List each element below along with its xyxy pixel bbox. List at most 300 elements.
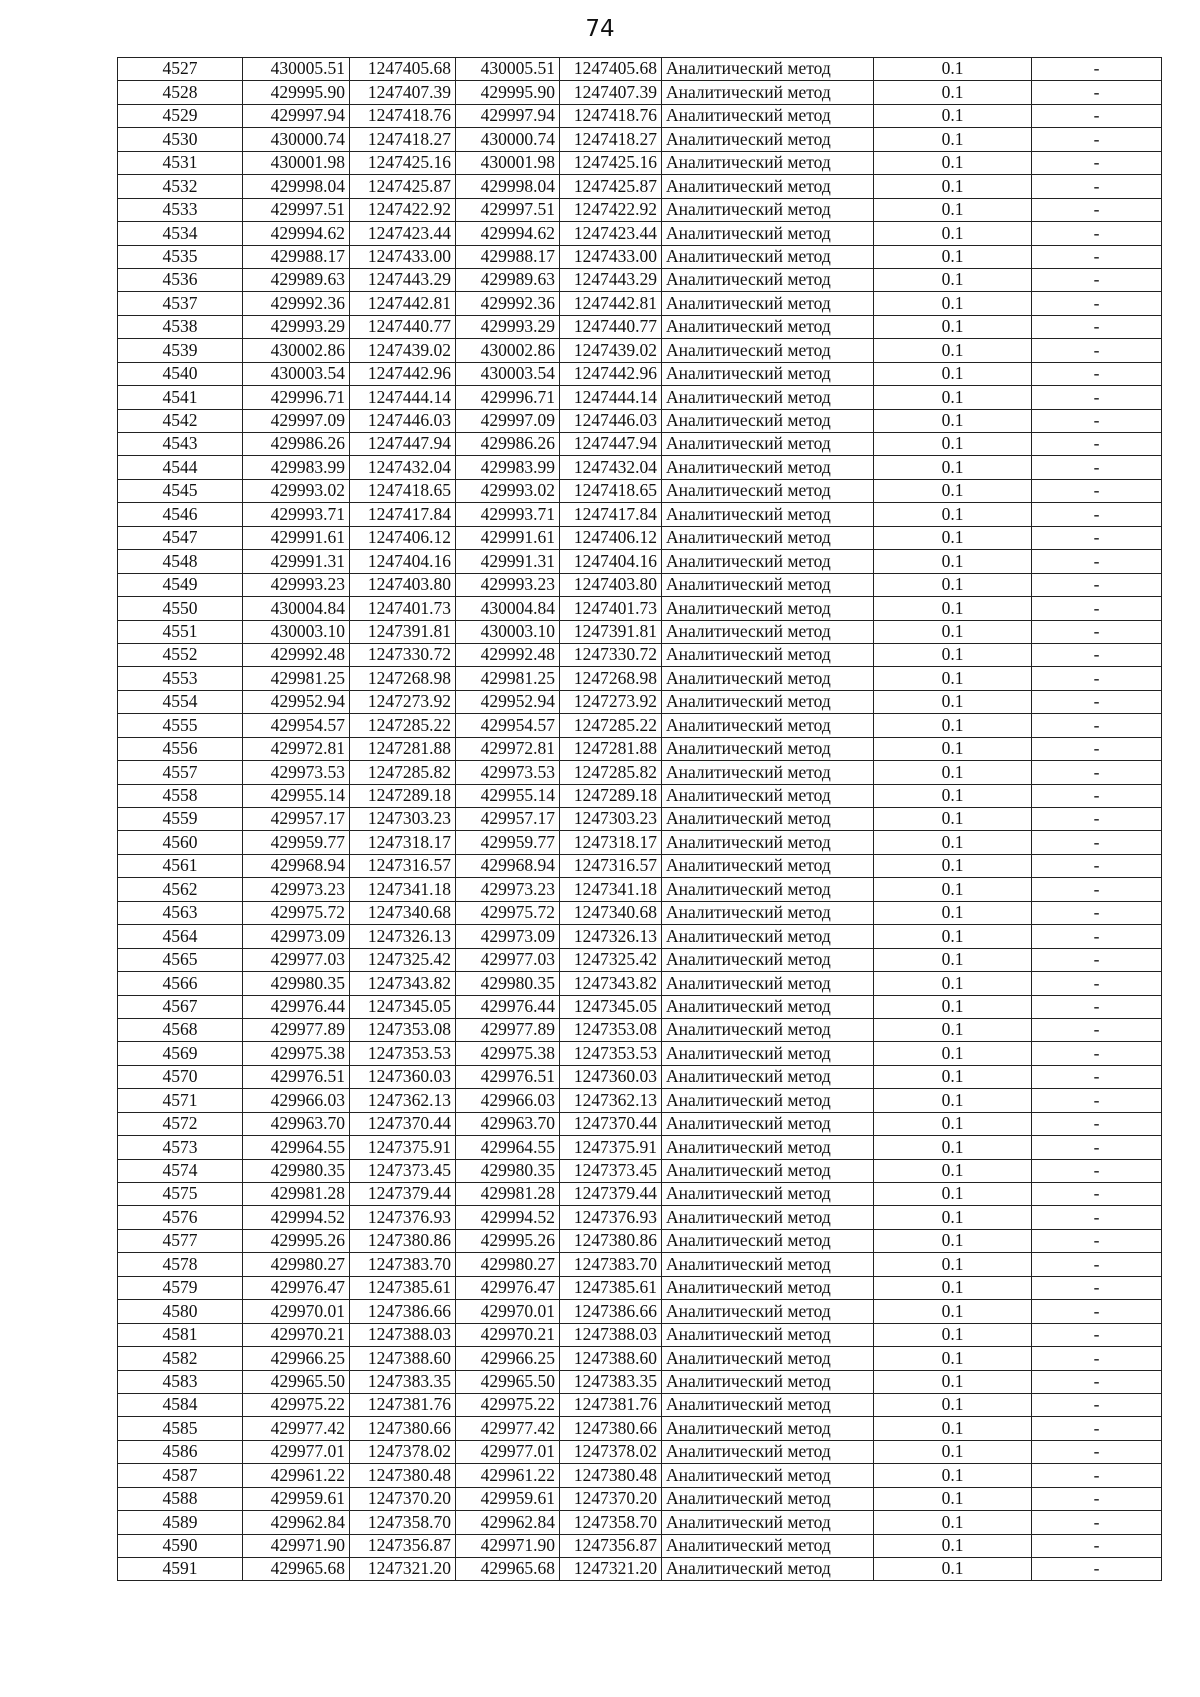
method-cell: Аналитический метод <box>662 667 874 690</box>
y-old-cell: 1247330.72 <box>350 643 456 666</box>
y-old-cell: 1247316.57 <box>350 854 456 877</box>
y-old-cell: 1247386.66 <box>350 1300 456 1323</box>
method-cell: Аналитический метод <box>662 714 874 737</box>
table-row <box>118 1417 1162 1440</box>
accuracy-cell: 0.1 <box>874 690 1032 713</box>
method-cell: Аналитический метод <box>662 1417 874 1440</box>
note-cell: - <box>1032 433 1162 456</box>
accuracy-cell: 0.1 <box>874 1183 1032 1206</box>
note-cell: - <box>1032 1393 1162 1416</box>
y-new-cell: 1247443.29 <box>560 268 662 291</box>
accuracy-cell: 0.1 <box>874 339 1032 362</box>
point-number-cell: 4570 <box>118 1065 243 1088</box>
table-row <box>118 1042 1162 1065</box>
x-new-cell: 429988.17 <box>456 245 560 268</box>
method-cell: Аналитический метод <box>662 479 874 502</box>
note-cell: - <box>1032 1417 1162 1440</box>
x-new-cell: 429980.27 <box>456 1253 560 1276</box>
point-number-cell: 4574 <box>118 1159 243 1182</box>
y-old-cell: 1247418.27 <box>350 128 456 151</box>
y-old-cell: 1247360.03 <box>350 1065 456 1088</box>
y-old-cell: 1247403.80 <box>350 573 456 596</box>
accuracy-cell: 0.1 <box>874 1018 1032 1041</box>
y-new-cell: 1247318.17 <box>560 831 662 854</box>
note-cell: - <box>1032 503 1162 526</box>
table-row <box>118 550 1162 573</box>
point-number-cell: 4573 <box>118 1136 243 1159</box>
method-cell: Аналитический метод <box>662 1065 874 1088</box>
method-cell: Аналитический метод <box>662 315 874 338</box>
x-new-cell: 429970.21 <box>456 1323 560 1346</box>
method-cell: Аналитический метод <box>662 1229 874 1252</box>
table-row <box>118 479 1162 502</box>
point-number-cell: 4560 <box>118 831 243 854</box>
x-new-cell: 429965.50 <box>456 1370 560 1393</box>
note-cell: - <box>1032 222 1162 245</box>
point-number-cell: 4580 <box>118 1300 243 1323</box>
x-new-cell: 429997.94 <box>456 104 560 127</box>
method-cell: Аналитический метод <box>662 1136 874 1159</box>
accuracy-cell: 0.1 <box>874 386 1032 409</box>
y-old-cell: 1247370.44 <box>350 1112 456 1135</box>
y-old-cell: 1247353.53 <box>350 1042 456 1065</box>
y-new-cell: 1247303.23 <box>560 808 662 831</box>
method-cell: Аналитический метод <box>662 245 874 268</box>
x-old-cell: 429977.42 <box>243 1417 350 1440</box>
point-number-cell: 4534 <box>118 222 243 245</box>
y-new-cell: 1247380.86 <box>560 1229 662 1252</box>
y-new-cell: 1247447.94 <box>560 433 662 456</box>
table-row <box>118 1065 1162 1088</box>
x-old-cell: 429993.71 <box>243 503 350 526</box>
note-cell: - <box>1032 784 1162 807</box>
x-old-cell: 429955.14 <box>243 784 350 807</box>
method-cell: Аналитический метод <box>662 292 874 315</box>
y-old-cell: 1247343.82 <box>350 972 456 995</box>
note-cell: - <box>1032 386 1162 409</box>
note-cell: - <box>1032 1487 1162 1510</box>
note-cell: - <box>1032 550 1162 573</box>
point-number-cell: 4544 <box>118 456 243 479</box>
y-new-cell: 1247380.66 <box>560 1417 662 1440</box>
note-cell: - <box>1032 643 1162 666</box>
x-new-cell: 430005.51 <box>456 58 560 81</box>
x-new-cell: 429954.57 <box>456 714 560 737</box>
accuracy-cell: 0.1 <box>874 573 1032 596</box>
x-old-cell: 429989.63 <box>243 268 350 291</box>
y-old-cell: 1247380.66 <box>350 1417 456 1440</box>
y-old-cell: 1247388.60 <box>350 1347 456 1370</box>
accuracy-cell: 0.1 <box>874 526 1032 549</box>
accuracy-cell: 0.1 <box>874 1323 1032 1346</box>
x-new-cell: 429995.90 <box>456 81 560 104</box>
x-old-cell: 429996.71 <box>243 386 350 409</box>
table-row <box>118 151 1162 174</box>
y-new-cell: 1247417.84 <box>560 503 662 526</box>
x-new-cell: 429977.01 <box>456 1440 560 1463</box>
y-new-cell: 1247418.65 <box>560 479 662 502</box>
x-old-cell: 429973.09 <box>243 925 350 948</box>
point-number-cell: 4577 <box>118 1229 243 1252</box>
point-number-cell: 4564 <box>118 925 243 948</box>
table-row <box>118 104 1162 127</box>
x-new-cell: 429983.99 <box>456 456 560 479</box>
x-new-cell: 429955.14 <box>456 784 560 807</box>
method-cell: Аналитический метод <box>662 620 874 643</box>
note-cell: - <box>1032 995 1162 1018</box>
accuracy-cell: 0.1 <box>874 292 1032 315</box>
point-number-cell: 4545 <box>118 479 243 502</box>
x-old-cell: 429977.89 <box>243 1018 350 1041</box>
y-new-cell: 1247439.02 <box>560 339 662 362</box>
accuracy-cell: 0.1 <box>874 808 1032 831</box>
accuracy-cell: 0.1 <box>874 58 1032 81</box>
accuracy-cell: 0.1 <box>874 362 1032 385</box>
x-new-cell: 429996.71 <box>456 386 560 409</box>
x-new-cell: 429997.09 <box>456 409 560 432</box>
note-cell: - <box>1032 1018 1162 1041</box>
y-old-cell: 1247380.48 <box>350 1464 456 1487</box>
x-old-cell: 429975.22 <box>243 1393 350 1416</box>
note-cell: - <box>1032 573 1162 596</box>
method-cell: Аналитический метод <box>662 503 874 526</box>
y-old-cell: 1247345.05 <box>350 995 456 1018</box>
method-cell: Аналитический метод <box>662 433 874 456</box>
point-number-cell: 4585 <box>118 1417 243 1440</box>
y-old-cell: 1247285.22 <box>350 714 456 737</box>
note-cell: - <box>1032 1065 1162 1088</box>
method-cell: Аналитический метод <box>662 784 874 807</box>
note-cell: - <box>1032 1534 1162 1557</box>
table-row <box>118 526 1162 549</box>
point-number-cell: 4542 <box>118 409 243 432</box>
table-row <box>118 1323 1162 1346</box>
note-cell: - <box>1032 245 1162 268</box>
accuracy-cell: 0.1 <box>874 315 1032 338</box>
method-cell: Аналитический метод <box>662 1558 874 1581</box>
y-old-cell: 1247379.44 <box>350 1183 456 1206</box>
point-number-cell: 4528 <box>118 81 243 104</box>
point-number-cell: 4581 <box>118 1323 243 1346</box>
y-new-cell: 1247442.96 <box>560 362 662 385</box>
x-old-cell: 429981.25 <box>243 667 350 690</box>
note-cell: - <box>1032 854 1162 877</box>
table-row <box>118 1183 1162 1206</box>
x-old-cell: 429964.55 <box>243 1136 350 1159</box>
point-number-cell: 4571 <box>118 1089 243 1112</box>
y-new-cell: 1247403.80 <box>560 573 662 596</box>
point-number-cell: 4537 <box>118 292 243 315</box>
note-cell: - <box>1032 1206 1162 1229</box>
x-new-cell: 429961.22 <box>456 1464 560 1487</box>
method-cell: Аналитический метод <box>662 1300 874 1323</box>
x-new-cell: 429959.61 <box>456 1487 560 1510</box>
accuracy-cell: 0.1 <box>874 1347 1032 1370</box>
y-new-cell: 1247407.39 <box>560 81 662 104</box>
point-number-cell: 4562 <box>118 878 243 901</box>
point-number-cell: 4546 <box>118 503 243 526</box>
table-row <box>118 854 1162 877</box>
point-number-cell: 4547 <box>118 526 243 549</box>
x-new-cell: 429975.72 <box>456 901 560 924</box>
note-cell: - <box>1032 315 1162 338</box>
note-cell: - <box>1032 597 1162 620</box>
y-old-cell: 1247391.81 <box>350 620 456 643</box>
y-new-cell: 1247388.60 <box>560 1347 662 1370</box>
method-cell: Аналитический метод <box>662 1089 874 1112</box>
table-row <box>118 362 1162 385</box>
y-new-cell: 1247285.82 <box>560 761 662 784</box>
method-cell: Аналитический метод <box>662 1534 874 1557</box>
x-old-cell: 429980.35 <box>243 972 350 995</box>
y-old-cell: 1247422.92 <box>350 198 456 221</box>
y-old-cell: 1247418.65 <box>350 479 456 502</box>
x-new-cell: 429976.44 <box>456 995 560 1018</box>
x-new-cell: 429963.70 <box>456 1112 560 1135</box>
table-row <box>118 643 1162 666</box>
x-new-cell: 429989.63 <box>456 268 560 291</box>
accuracy-cell: 0.1 <box>874 643 1032 666</box>
x-old-cell: 429959.61 <box>243 1487 350 1510</box>
point-number-cell: 4533 <box>118 198 243 221</box>
point-number-cell: 4566 <box>118 972 243 995</box>
y-old-cell: 1247423.44 <box>350 222 456 245</box>
x-old-cell: 429968.94 <box>243 854 350 877</box>
note-cell: - <box>1032 714 1162 737</box>
table-row <box>118 339 1162 362</box>
note-cell: - <box>1032 526 1162 549</box>
method-cell: Аналитический метод <box>662 878 874 901</box>
method-cell: Аналитический метод <box>662 854 874 877</box>
note-cell: - <box>1032 761 1162 784</box>
method-cell: Аналитический метод <box>662 1112 874 1135</box>
x-old-cell: 429993.29 <box>243 315 350 338</box>
note-cell: - <box>1032 1511 1162 1534</box>
table-row <box>118 1300 1162 1323</box>
note-cell: - <box>1032 690 1162 713</box>
y-new-cell: 1247391.81 <box>560 620 662 643</box>
method-cell: Аналитический метод <box>662 175 874 198</box>
note-cell: - <box>1032 1183 1162 1206</box>
x-new-cell: 429957.17 <box>456 808 560 831</box>
y-new-cell: 1247442.81 <box>560 292 662 315</box>
x-new-cell: 429981.25 <box>456 667 560 690</box>
point-number-cell: 4586 <box>118 1440 243 1463</box>
x-old-cell: 429975.72 <box>243 901 350 924</box>
accuracy-cell: 0.1 <box>874 948 1032 971</box>
point-number-cell: 4591 <box>118 1558 243 1581</box>
method-cell: Аналитический метод <box>662 737 874 760</box>
method-cell: Аналитический метод <box>662 1511 874 1534</box>
point-number-cell: 4578 <box>118 1253 243 1276</box>
x-new-cell: 430003.54 <box>456 362 560 385</box>
method-cell: Аналитический метод <box>662 339 874 362</box>
point-number-cell: 4559 <box>118 808 243 831</box>
accuracy-cell: 0.1 <box>874 104 1032 127</box>
x-new-cell: 429966.03 <box>456 1089 560 1112</box>
table-row <box>118 925 1162 948</box>
x-new-cell: 429981.28 <box>456 1183 560 1206</box>
y-old-cell: 1247356.87 <box>350 1534 456 1557</box>
accuracy-cell: 0.1 <box>874 151 1032 174</box>
accuracy-cell: 0.1 <box>874 1276 1032 1299</box>
table-row <box>118 808 1162 831</box>
method-cell: Аналитический метод <box>662 1487 874 1510</box>
point-number-cell: 4529 <box>118 104 243 127</box>
x-old-cell: 429980.27 <box>243 1253 350 1276</box>
x-old-cell: 429980.35 <box>243 1159 350 1182</box>
x-old-cell: 429994.52 <box>243 1206 350 1229</box>
table-row <box>118 1487 1162 1510</box>
x-new-cell: 429994.62 <box>456 222 560 245</box>
x-new-cell: 430001.98 <box>456 151 560 174</box>
y-new-cell: 1247425.87 <box>560 175 662 198</box>
method-cell: Аналитический метод <box>662 268 874 291</box>
point-number-cell: 4572 <box>118 1112 243 1135</box>
table-row <box>118 1464 1162 1487</box>
method-cell: Аналитический метод <box>662 1276 874 1299</box>
note-cell: - <box>1032 58 1162 81</box>
note-cell: - <box>1032 362 1162 385</box>
y-old-cell: 1247432.04 <box>350 456 456 479</box>
method-cell: Аналитический метод <box>662 972 874 995</box>
y-new-cell: 1247440.77 <box>560 315 662 338</box>
table-row <box>118 1206 1162 1229</box>
y-old-cell: 1247383.70 <box>350 1253 456 1276</box>
accuracy-cell: 0.1 <box>874 128 1032 151</box>
table-row <box>118 1253 1162 1276</box>
y-new-cell: 1247385.61 <box>560 1276 662 1299</box>
x-new-cell: 429994.52 <box>456 1206 560 1229</box>
y-new-cell: 1247401.73 <box>560 597 662 620</box>
point-number-cell: 4531 <box>118 151 243 174</box>
x-old-cell: 429988.17 <box>243 245 350 268</box>
note-cell: - <box>1032 1136 1162 1159</box>
x-old-cell: 429986.26 <box>243 433 350 456</box>
point-number-cell: 4536 <box>118 268 243 291</box>
note-cell: - <box>1032 128 1162 151</box>
x-new-cell: 429995.26 <box>456 1229 560 1252</box>
y-old-cell: 1247380.86 <box>350 1229 456 1252</box>
table-row <box>118 503 1162 526</box>
point-number-cell: 4540 <box>118 362 243 385</box>
accuracy-cell: 0.1 <box>874 1042 1032 1065</box>
y-old-cell: 1247385.61 <box>350 1276 456 1299</box>
table-row <box>118 667 1162 690</box>
accuracy-cell: 0.1 <box>874 1112 1032 1135</box>
x-old-cell: 429970.01 <box>243 1300 350 1323</box>
note-cell: - <box>1032 1300 1162 1323</box>
table-row <box>118 737 1162 760</box>
accuracy-cell: 0.1 <box>874 1370 1032 1393</box>
table-row <box>118 1511 1162 1534</box>
y-old-cell: 1247405.68 <box>350 58 456 81</box>
note-cell: - <box>1032 1112 1162 1135</box>
y-new-cell: 1247360.03 <box>560 1065 662 1088</box>
x-new-cell: 429952.94 <box>456 690 560 713</box>
x-old-cell: 430004.84 <box>243 597 350 620</box>
x-old-cell: 429998.04 <box>243 175 350 198</box>
y-new-cell: 1247418.27 <box>560 128 662 151</box>
point-number-cell: 4552 <box>118 643 243 666</box>
x-new-cell: 429973.53 <box>456 761 560 784</box>
x-old-cell: 429992.36 <box>243 292 350 315</box>
x-new-cell: 429998.04 <box>456 175 560 198</box>
y-old-cell: 1247268.98 <box>350 667 456 690</box>
table-row <box>118 620 1162 643</box>
x-old-cell: 429973.23 <box>243 878 350 901</box>
note-cell: - <box>1032 81 1162 104</box>
x-new-cell: 429971.90 <box>456 1534 560 1557</box>
y-new-cell: 1247285.22 <box>560 714 662 737</box>
method-cell: Аналитический метод <box>662 456 874 479</box>
x-old-cell: 429976.44 <box>243 995 350 1018</box>
x-old-cell: 429977.03 <box>243 948 350 971</box>
method-cell: Аналитический метод <box>662 1464 874 1487</box>
y-old-cell: 1247388.03 <box>350 1323 456 1346</box>
accuracy-cell: 0.1 <box>874 1487 1032 1510</box>
method-cell: Аналитический метод <box>662 1018 874 1041</box>
x-old-cell: 429977.01 <box>243 1440 350 1463</box>
y-old-cell: 1247381.76 <box>350 1393 456 1416</box>
accuracy-cell: 0.1 <box>874 1159 1032 1182</box>
y-new-cell: 1247446.03 <box>560 409 662 432</box>
note-cell: - <box>1032 1464 1162 1487</box>
accuracy-cell: 0.1 <box>874 175 1032 198</box>
table-row <box>118 1136 1162 1159</box>
y-new-cell: 1247405.68 <box>560 58 662 81</box>
x-old-cell: 429993.02 <box>243 479 350 502</box>
y-new-cell: 1247341.18 <box>560 878 662 901</box>
table-row <box>118 995 1162 1018</box>
accuracy-cell: 0.1 <box>874 925 1032 948</box>
y-new-cell: 1247378.02 <box>560 1440 662 1463</box>
y-new-cell: 1247362.13 <box>560 1089 662 1112</box>
y-old-cell: 1247442.96 <box>350 362 456 385</box>
point-number-cell: 4543 <box>118 433 243 456</box>
x-new-cell: 430004.84 <box>456 597 560 620</box>
note-cell: - <box>1032 1253 1162 1276</box>
y-new-cell: 1247383.35 <box>560 1370 662 1393</box>
y-new-cell: 1247388.03 <box>560 1323 662 1346</box>
x-new-cell: 429973.23 <box>456 878 560 901</box>
y-old-cell: 1247433.00 <box>350 245 456 268</box>
method-cell: Аналитический метод <box>662 550 874 573</box>
y-old-cell: 1247401.73 <box>350 597 456 620</box>
x-new-cell: 430000.74 <box>456 128 560 151</box>
note-cell: - <box>1032 1042 1162 1065</box>
note-cell: - <box>1032 268 1162 291</box>
method-cell: Аналитический метод <box>662 104 874 127</box>
accuracy-cell: 0.1 <box>874 1229 1032 1252</box>
note-cell: - <box>1032 972 1162 995</box>
note-cell: - <box>1032 409 1162 432</box>
x-old-cell: 429995.90 <box>243 81 350 104</box>
table-row <box>118 878 1162 901</box>
x-old-cell: 429971.90 <box>243 1534 350 1557</box>
point-number-cell: 4555 <box>118 714 243 737</box>
table-row <box>118 1018 1162 1041</box>
note-cell: - <box>1032 948 1162 971</box>
y-old-cell: 1247376.93 <box>350 1206 456 1229</box>
y-new-cell: 1247381.76 <box>560 1393 662 1416</box>
accuracy-cell: 0.1 <box>874 1511 1032 1534</box>
y-old-cell: 1247373.45 <box>350 1159 456 1182</box>
note-cell: - <box>1032 878 1162 901</box>
x-new-cell: 429966.25 <box>456 1347 560 1370</box>
table-row <box>118 1089 1162 1112</box>
accuracy-cell: 0.1 <box>874 761 1032 784</box>
